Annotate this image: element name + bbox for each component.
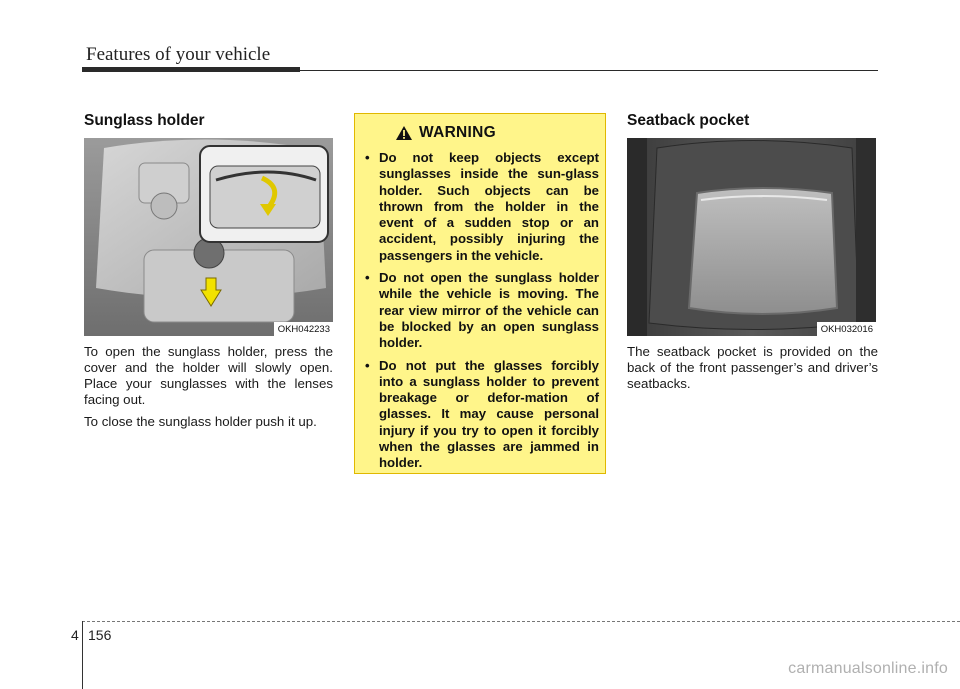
sunglass-holder-photo-label: OKH042233 — [274, 322, 333, 336]
warning-item: • Do not put the glasses forcibly into a sunglass holder to prevent breakage or defor-mation of glasses. It may cause personal injury if you try to open it forcibly when the glasses are jammed in holder. — [365, 358, 599, 472]
footer-vertical-rule — [82, 621, 83, 689]
seatback-pocket-illustration — [627, 138, 876, 336]
footer-rule — [82, 621, 960, 622]
header-title: Features of your vehicle — [86, 44, 271, 65]
sunglass-holder-paragraph-2: To close the sunglass holder push it up. — [84, 414, 317, 429]
sunglass-holder-illustration — [84, 138, 333, 336]
watermark: carmanualsonline.info — [788, 660, 948, 677]
warning-triangle-icon — [395, 125, 413, 141]
warning-list — [365, 150, 599, 478]
header-rule-thin — [300, 70, 878, 71]
warning-item: • Do not open the sunglass holder while the vehicle is moving. The rear view mirror of the vehicle can be blocked by an open sunglass holder. — [365, 270, 599, 351]
seatback-pocket-title: Seatback pocket — [627, 112, 750, 129]
sunglass-holder-paragraph-1: To open the sunglass holder, press the cover and the holder will slowly open. Place your sunglasses with the lenses facing out. — [84, 344, 333, 407]
seatback-pocket-text — [627, 344, 878, 398]
seatback-pocket-paragraph-1: The seatback pocket is provided on the back of the front passenger’s and driver’s seatbacks. — [627, 344, 878, 391]
warning-label: WARNING — [419, 124, 497, 141]
warning-heading — [395, 124, 496, 142]
seatback-pocket-photo-label: OKH032016 — [817, 322, 876, 336]
sunglass-holder-text — [84, 344, 333, 436]
page-number: 156 — [88, 627, 112, 643]
header-rule-thick — [82, 67, 300, 72]
sunglass-holder-title: Sunglass holder — [84, 112, 205, 129]
seatback-pocket-photo — [627, 138, 876, 336]
chapter-number: 4 — [71, 627, 79, 643]
warning-item: • Do not keep objects except sunglasses inside the sun-glass holder. Such objects can be thrown from the holder in the event of a sudden stop or an accident, possibly injuring the passengers in the vehicle. — [365, 150, 599, 264]
warning-box — [354, 113, 606, 474]
sunglass-holder-photo — [84, 138, 333, 336]
